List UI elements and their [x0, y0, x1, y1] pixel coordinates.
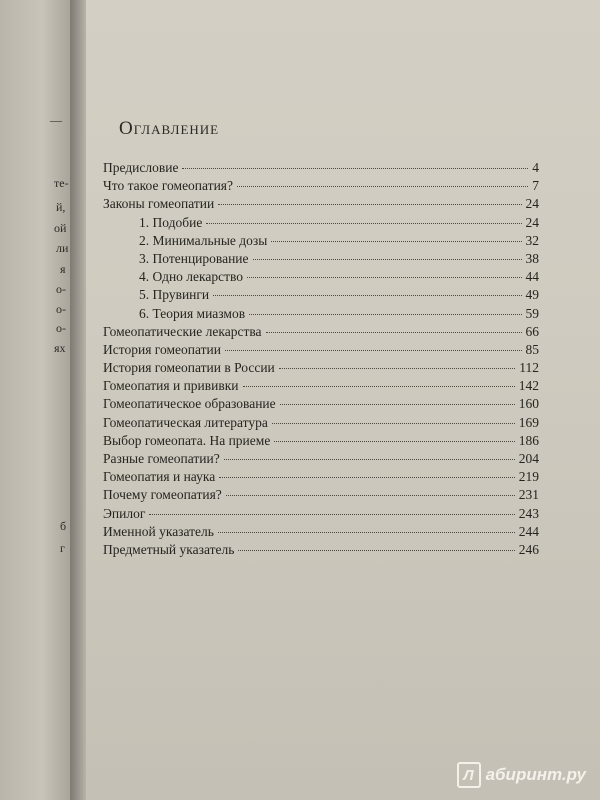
- toc-entry: [103, 469, 539, 487]
- toc-entry-label: Гомеопатические лекарства: [103, 323, 262, 339]
- toc-entry-page: 7: [532, 178, 539, 194]
- toc-entry-page: 85: [525, 341, 539, 357]
- toc-dot-leader: [149, 514, 514, 515]
- toc-entry: [103, 524, 539, 542]
- toc-entry-page: 244: [518, 523, 539, 539]
- toc-dot-leader: [272, 423, 515, 424]
- toc-dot-leader: [249, 314, 521, 315]
- toc-entry: [103, 360, 539, 378]
- left-page-fragment: г: [60, 541, 65, 555]
- left-page-fragment: —: [50, 113, 62, 127]
- toc-entry-page: 112: [519, 360, 539, 376]
- toc-entry-page: 186: [518, 432, 539, 448]
- toc-entry-label: 2. Минимальные дозы: [139, 232, 268, 248]
- toc-dot-leader: [243, 386, 515, 387]
- toc-entry: [103, 306, 539, 324]
- toc-entry-label: 1. Подобие: [139, 214, 203, 230]
- toc-entry-label: История гомеопатии: [103, 341, 221, 357]
- toc-entry-label: 5. Прувинги: [139, 287, 210, 303]
- left-page-fragment: ой: [54, 221, 67, 235]
- toc-dot-leader: [237, 186, 528, 187]
- toc-entry-label: Эпилог: [103, 505, 146, 521]
- labirint-watermark: [457, 762, 586, 788]
- toc-dot-leader: [247, 277, 521, 278]
- left-page-fragment: о-: [56, 282, 66, 296]
- left-page-fragment: б: [60, 519, 67, 533]
- toc-entry-label: Предметный указатель: [103, 541, 235, 557]
- toc-dot-leader: [219, 477, 515, 478]
- toc-entry-label: Гомеопатия и прививки: [103, 378, 239, 394]
- toc-entry-page: 24: [525, 214, 539, 230]
- toc-entry-label: История гомеопатии в России: [103, 360, 275, 376]
- toc-dot-leader: [266, 332, 522, 333]
- toc-entry-page: 38: [525, 250, 539, 266]
- toc-entry: [103, 287, 539, 305]
- toc-entry-label: Гомеопатическая литература: [103, 414, 268, 430]
- toc-entry-label: 4. Одно лекарство: [139, 269, 244, 285]
- toc-entry: [103, 233, 539, 251]
- toc-dot-leader: [224, 459, 515, 460]
- labirint-logo-icon: Л: [457, 762, 481, 788]
- left-page-fragment: ях: [54, 341, 66, 355]
- toc-dot-leader: [280, 404, 515, 405]
- toc-entry-page: 142: [518, 378, 539, 394]
- book-page: [86, 0, 600, 800]
- toc-entry-page: 246: [518, 541, 539, 557]
- toc-entry-page: 66: [525, 323, 539, 339]
- toc-entry-page: 204: [518, 451, 539, 466]
- watermark-text: абиринт.ру: [485, 765, 586, 784]
- toc-entry-label: Законы гомеопатии: [103, 196, 215, 212]
- toc-entry-page: 32: [525, 232, 539, 248]
- toc-entry-page: 219: [518, 469, 539, 485]
- toc-entry-label: 3. Потенцирование: [139, 250, 249, 266]
- toc-entry: [103, 396, 539, 414]
- toc-entry-label: Разные гомеопатии?: [103, 451, 220, 466]
- toc-entry: [103, 342, 539, 360]
- toc-entry-label: Что такое гомеопатия?: [103, 178, 234, 194]
- toc-entry: [103, 324, 539, 342]
- toc-entry: [103, 433, 539, 451]
- toc-entry-page: 59: [525, 305, 539, 321]
- left-page-fragment: о-: [56, 302, 66, 316]
- toc-dot-leader: [206, 223, 521, 224]
- left-page-fragment: о-: [56, 321, 66, 335]
- toc-dot-leader: [271, 241, 521, 242]
- toc-dot-leader: [213, 295, 521, 296]
- toc-entry-page: 169: [518, 414, 539, 430]
- toc-dot-leader: [225, 350, 522, 351]
- toc-entry-page: 231: [518, 487, 539, 503]
- toc-dot-leader: [226, 495, 515, 496]
- toc-entry: [103, 451, 539, 469]
- toc-entry-page: 4: [532, 160, 539, 175]
- toc-entry: [103, 506, 539, 524]
- toc-dot-leader: [274, 441, 514, 442]
- toc-entry: [103, 269, 539, 287]
- toc-entry-page: 24: [525, 196, 539, 212]
- toc-entry-label: Выбор гомеопата. На приеме: [103, 432, 271, 448]
- book-gutter: [70, 0, 86, 800]
- toc-entry-label: Именной указатель: [103, 523, 214, 539]
- toc-dot-leader: [253, 259, 522, 260]
- toc-dot-leader: [218, 532, 515, 533]
- toc-dot-leader: [279, 368, 515, 369]
- toc-entry-page: 44: [525, 269, 539, 285]
- toc-entry: [103, 215, 539, 233]
- toc-entry-label: Гомеопатия и наука: [103, 469, 216, 485]
- toc-entry-label: Почему гомеопатия?: [103, 487, 222, 503]
- toc-entry: [103, 487, 539, 505]
- toc-entry-label: Гомеопатическое образование: [103, 396, 276, 412]
- toc-dot-leader: [182, 168, 528, 169]
- toc-entry: [103, 542, 539, 560]
- toc-entry-page: 49: [525, 287, 539, 303]
- toc-entry: [103, 415, 539, 433]
- toc-title: Оглавление: [119, 118, 220, 139]
- left-page-fragment: й,: [56, 200, 66, 214]
- toc-entry: [103, 160, 539, 178]
- left-page-fragment: те-: [54, 176, 69, 190]
- toc-entry: [103, 251, 539, 269]
- toc-entry: [103, 378, 539, 396]
- toc-dot-leader: [238, 550, 514, 551]
- toc-entry-label: Предисловие: [103, 160, 179, 175]
- toc-dot-leader: [218, 204, 521, 205]
- toc-entry-page: 243: [518, 505, 539, 521]
- toc-entry-page: 160: [518, 396, 539, 412]
- previous-page-edge: [0, 0, 70, 800]
- toc-list: [103, 160, 539, 560]
- toc-entry: [103, 178, 539, 196]
- toc-entry-label: 6. Теория миазмов: [139, 305, 246, 321]
- left-page-fragment: ли: [56, 241, 69, 255]
- left-page-fragment: я: [60, 262, 66, 276]
- toc-entry: [103, 196, 539, 214]
